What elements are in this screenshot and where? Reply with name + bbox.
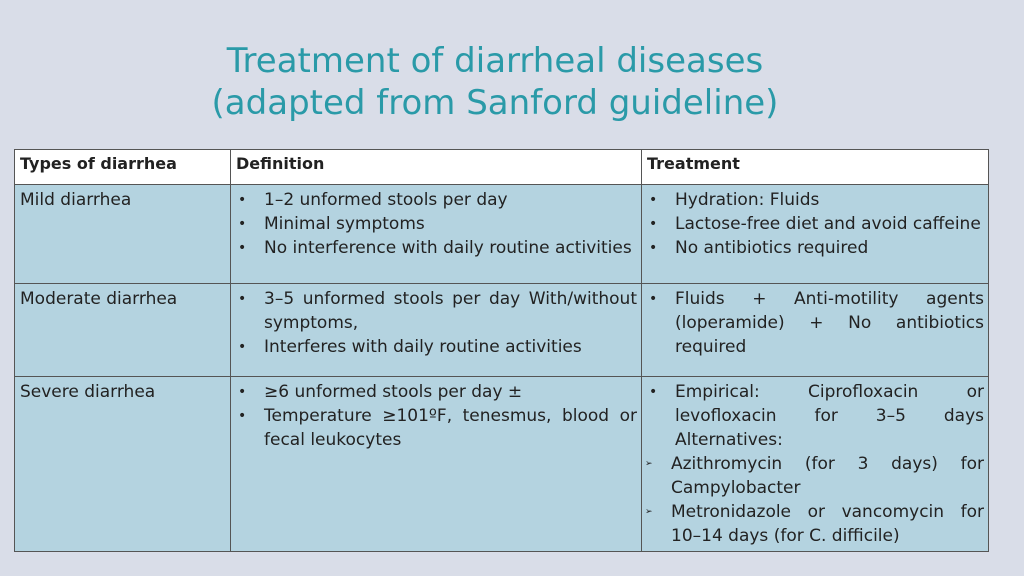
list-item: • No antibiotics required [647, 236, 984, 260]
type-cell: Moderate diarrhea [15, 284, 231, 377]
header-row [15, 150, 989, 185]
treatment-cell [642, 185, 989, 284]
table-row [15, 284, 989, 377]
type-cell: Mild diarrhea [15, 185, 231, 284]
list-item: • Hydration: Fluids [647, 188, 984, 212]
arrow-list-item: ➢ Azithromycin (for 3 days) for Campylobacter [647, 452, 984, 500]
header-definition: Definition [231, 150, 642, 185]
type-cell: Severe diarrhea [15, 377, 231, 552]
header-treatment: Treatment [642, 150, 989, 185]
treatment-cell [642, 284, 989, 377]
treatment-cell [642, 377, 989, 552]
definition-cell [231, 185, 642, 284]
list-item: • Minimal symptoms [236, 212, 637, 236]
treatment-table [14, 149, 989, 552]
header-types: Types of diarrhea [15, 150, 231, 185]
list-item: • Empirical: Ciprofloxacin or levofloxacin for 3–5 days Alternatives: [647, 380, 984, 452]
list-item: • No interference with daily routine activities [236, 236, 637, 260]
table-row [15, 185, 989, 284]
title-line-2: (adapted from Sanford guideline) [211, 83, 779, 123]
arrow-list-item: ➢ Metronidazole or vancomycin for 10–14 days (for C. difficile) [647, 500, 984, 548]
list-item: • 3–5 unformed stools per day With/without symptoms, [236, 287, 637, 335]
title-line-1: Treatment of diarrheal diseases [226, 41, 764, 81]
list-item: • Interferes with daily routine activities [236, 335, 637, 359]
definition-cell [231, 377, 642, 552]
list-item: • Fluids + Anti-motility agents (loperamide) + No antibiotics required [647, 287, 984, 359]
list-item: • Lactose-free diet and avoid caffeine [647, 212, 984, 236]
slide-title [0, 40, 990, 124]
list-item: • 1–2 unformed stools per day [236, 188, 637, 212]
table-row [15, 377, 989, 552]
list-item: • Temperature ≥101ºF, tenesmus, blood or fecal leukocytes [236, 404, 637, 452]
definition-cell [231, 284, 642, 377]
list-item: • ≥6 unformed stools per day ± [236, 380, 637, 404]
